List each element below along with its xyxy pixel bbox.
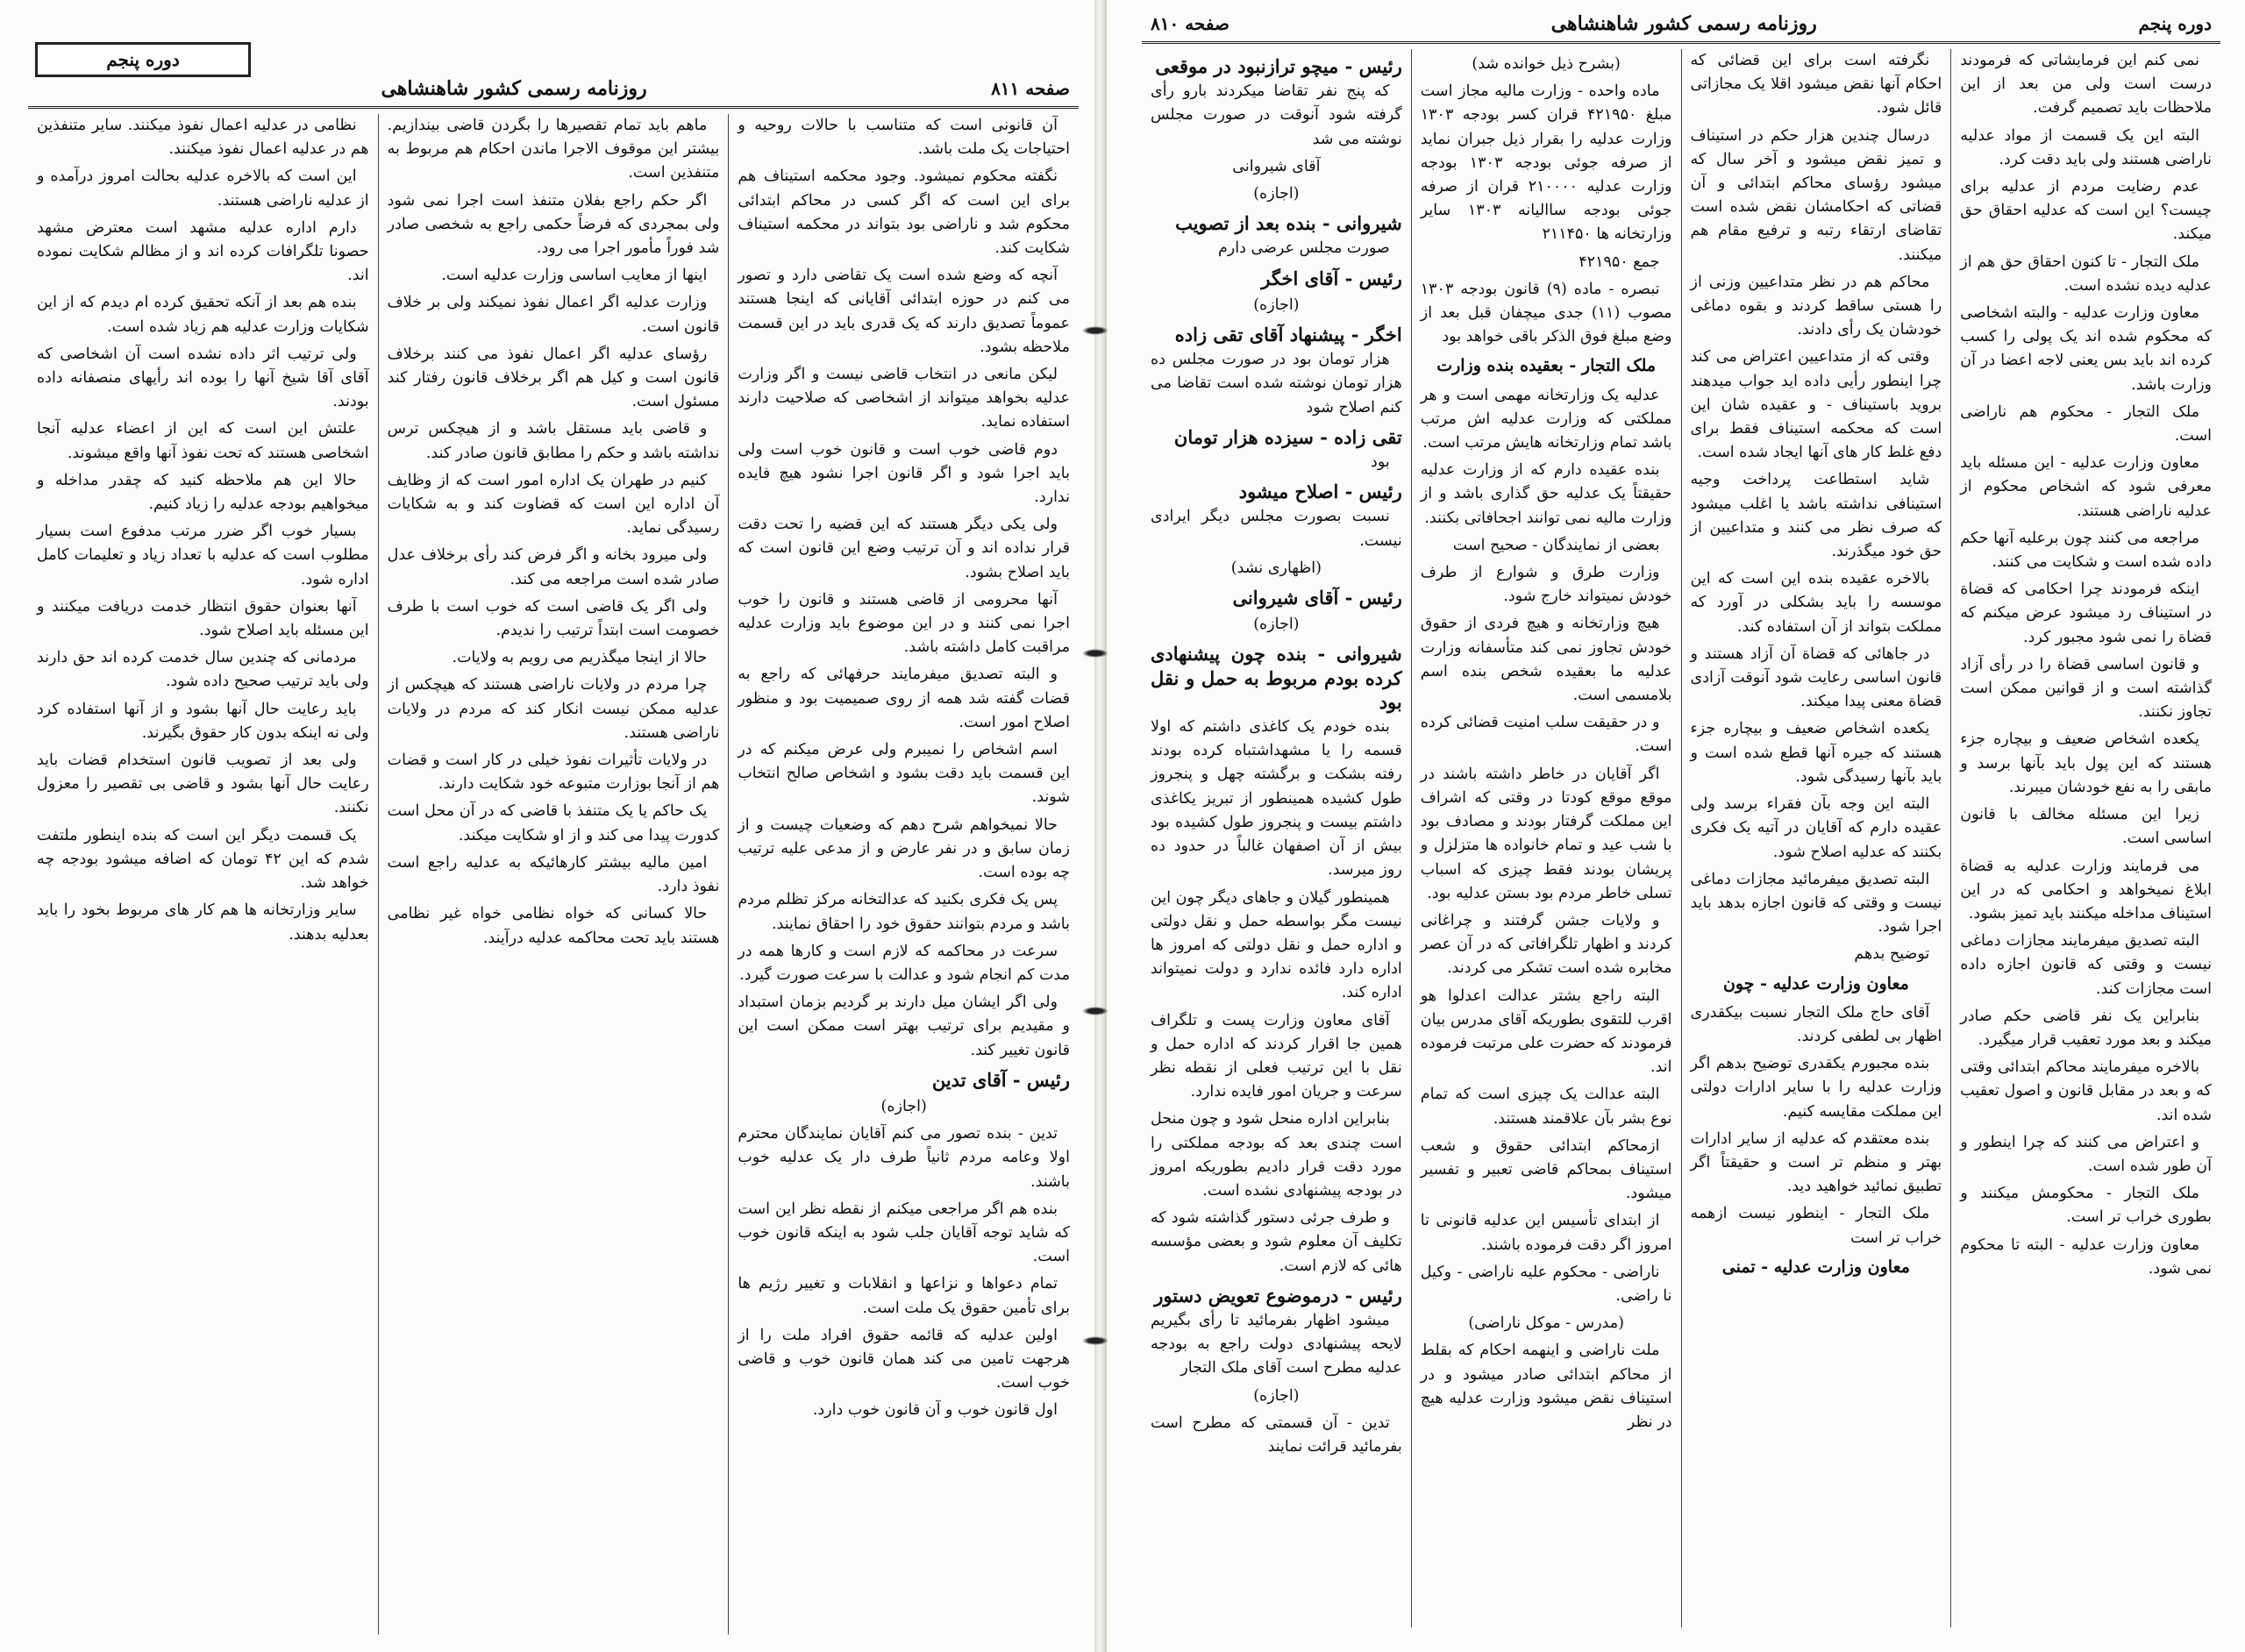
paragraph: نگفته محکوم نمیشود. وجود محکمه استیناف هم برای این است که اگر کسی در محاکم ابتدائی محکوم شد و ناراضی بود بتواند در محکمه استیناف شکایت کند. [738,167,1070,258]
paragraph: میشود اظهار بفرمائید تا رأی بگیریم لایحه پیشنهادی دولت راجع به بودجه عدلیه مطرح است آقای ملک التجار [1151,1311,1402,1378]
left-column-3 [28,114,378,1634]
paragraph: پس یک فکری بکنید که عدالتخانه مرکز تظلم مردم باشد و مردم بتوانند حقوق خود را احقاق نمایند. [738,891,1070,933]
paragraph: حالا نمیخواهم شرح دهم که وضعیات چیست و از زمان سابق و در نفر عارض و از مدعی علیه ترتیب چه بوده است. [738,815,1070,882]
paragraph: بود [1371,453,1390,472]
paragraph: هیچ وزارتخانه و هیچ فردی از حقوق خودش تجاوز نمی کند متأسفانه وزارت عدلیه ما بعقیده شخص بنده اسم بلامسمی است. [1420,615,1672,705]
right-page-header [1142,5,2220,44]
paragraph: بنده معتقدم که عدلیه از سایر ادارات بهتر و منظم تر است و حقیقتاً اگر تطبیق نمائید خواهید دید. [1690,1129,1942,1196]
paragraph: بنابراین اداره منحل شود و چون منحل است چندی بعد که بودجه مملکتی را مورد دقت قرار دادیم بطوریکه امروز در بودجه پیشنهادی نشده است. [1151,1110,1402,1200]
centered-note: آقای شیروانی [1232,157,1321,175]
paragraph: البته راجع بشتر عدالت اعدلوا هو اقرب للتقوی بطوریکه آقای مدرس بیان فرمودند که حضرت علی مرتبت فرموده اند. [1420,986,1672,1077]
paragraph: ناراضی - محکوم علیه ناراضی - وکیل نا راضی. [1420,1263,1672,1305]
paragraph: تمام دعواها و نزاعها و انقلابات و تغییر رژیم ها برای تأمین حقوق یک ملت است. [738,1275,1070,1317]
paragraph: در جاهائی که قضاة آن آزاد هستند و قانون اساسی رعایت شود آنوقت آزادی قضاة معنی پیدا میکند. [1690,644,1942,711]
paragraph: مردمانی که چندین سال خدمت کرده اند حق دارند ولی باید ترتیب صحیح داده شود. [36,649,369,691]
paragraph: چرا مردم در ولایات ناراضی هستند که هیچکس از عدلیه ممکن نیست انکار کند که مردم در ولایات ناراضی هستند. [387,676,720,742]
paragraph: ولی یکی دیگر هستند که این قضیه را تحت دقت قرار نداده اند و آن ترتیب وضع این قانون است که باید اصلاح بشود. [738,516,1070,581]
paragraph: البته این یک قسمت از مواد عدلیه ناراضی هستند ولی باید دقت کرد. [1960,126,2212,168]
paragraph: یکعده اشخاص ضعیف و بیچاره جزء هستند که این پول باید بآنها برسد و مابقی را به نفع خودشان میبرند. [1960,730,2212,796]
right-column-1 [1950,49,2220,1627]
paragraph: اولین عدلیه که قائمه حقوق افراد ملت را از هرجهت تامین می کند همان قانون خوب و قاضی خوب است. [738,1326,1070,1392]
paragraph: بنده هم بعد از آنکه تحقیق کرده ام دیدم که از این شکایات وزارت عدلیه هم زیاد شده است. [36,294,369,336]
paragraph: نمی کنم این فرمایشاتی که فرمودند درست است ولی من بعد از این ملاحظات باید تصمیم گرفت. [1960,52,2212,117]
paragraph: رؤسای عدلیه اگر اعمال نفوذ می کنند برخلاف قانون است و کیل هم اگر برخلاف قانون رفتار کند مسئول است. [387,345,720,411]
paragraph: و طرف جرئی دستور گذاشته شود که تکلیف آن معلوم شود و بعضی مؤسسه هائی که لازم است. [1151,1209,1402,1275]
paragraph: بنده خودم یک کاغذی داشتم که اولا قسمه را یا مشهداشتباه کرده بودند رفته بشکت و برگشته چهل و پنجروز طول کشیده همینطور از تبریز یکاغذی داشتم بیست و پنجروز طول کشیده بود بیش از آن اصفهان غالباً در حدود ده روز میرسد. [1151,718,1402,879]
centered-note: (اجازه) [880,1097,927,1115]
left-page-columns [28,114,1079,1634]
paragraph: آنها بعنوان حقوق انتظار خدمت دریافت میکنند و این مسئله باید اصلاح شود. [36,597,369,640]
paragraph: از ابتدای تأسیس این عدلیه قانونی تا امروز اگر دقت فرموده باشند. [1420,1212,1672,1254]
paragraph: ازمحاکم ابتدائی حقوق و شعب استیناف بمحاکم قاضی تعبیر و تفسیر میشود. [1420,1136,1672,1203]
paragraph: و اعتراض می کنند که چرا اینطور و آن طور شده است. [1960,1133,2212,1175]
paragraph: محاکم هم در نظر متداعیین وزنی از را هستی ساقط کردند و بقوه دماغی خودشان یک رأی دادند. [1690,273,1942,339]
paragraph: امین مالیه بیشتر کارهائیکه به عدلیه راجع است نفوذ دارد. [387,853,720,896]
paragraph: ولی اگر یک قاضی است که خوب است با طرف خصومت است ابتداً ترتیب را ندیدم. [387,597,720,640]
paragraph: مراجعه می کنند چون برعلیه آنها حکم داده شده است و شکایت می کنند. [1960,529,2212,572]
paragraph: ملت ناراضی و اینهمه احکام که بقلط از محاکم ابتدائی صادر میشود و در استیناف نقض میشود وزارت عدلیه هیچ در نظر [1420,1342,1672,1431]
centered-note: (اجازه) [1253,616,1300,634]
paragraph: و ولایات جشن گرفتند و چراغانی کردند و اظهار تلگرافاتی که در آن عصر مخابره شده است تشکر می کردند. [1420,911,1672,978]
right-page-columns [1142,49,2220,1627]
section-heading: ملک التجار - بعقیده بنده وزارت [1436,356,1657,376]
paragraph: اگر حکم راجع بفلان متنفذ است اجرا نمی شود ولی بمجردی که فرضاً حکمی راجع به شخصی صادر شد فوراً مأمور اجرا می رود. [387,191,720,258]
paragraph: یک حاکم یا یک متنفذ با قاضی که در آن محل است کدورت پیدا می کند و از او شکایت میکند. [387,802,720,844]
paragraph: و قانون اساسی قضاة را در رأی آزاد گذاشته است و از قوانین ممکن است تجاوز نکنند. [1960,655,2212,722]
paragraph: حالا از اینجا میگذریم می رویم به ولایات. [452,649,708,667]
paragraph: البته عدالت یک چیزی است که تمام نوع بشر بآن علاقمند هستند. [1420,1086,1672,1128]
speaker-line: رئیس - آقای اخگر [1261,267,1402,289]
paragraph: بسیار خوب اگر ضرر مرتب مدفوع است بسیار مطلوب است که عدلیه با تعداد زیاد و تعلیمات کامل اداره شود. [36,523,369,588]
paragraph: بعضی از نمایندگان - صحیح است [1452,536,1660,554]
paragraph: ولی ترتیب اثر داده نشده است آن اشخاصی که آقای آقا شیخ آنها را بوده اند رأیهای منصفانه داده بودند. [36,345,369,411]
left-column-1 [728,114,1079,1634]
right-page-number: صفحه ۸۱۰ [1151,12,1229,34]
paragraph: هزار تومان بود در صورت مجلس ده هزار تومان نوشته شده است تقاضا می کنم اصلاح شود [1151,351,1402,417]
paragraph: حالا کسانی که خواه نظامی خواه غیر نظامی هستند باید تحت محاکمه عدلیه درآیند. [387,905,720,947]
binding-mark-icon [1082,326,1108,335]
paragraph: و البته تصدیق میفرمایند حرفهائی که راجع به قضات گفته شد همه از روی صمیمیت بود و منظور اصلاح امور است. [738,666,1070,731]
speaker-line: رئیس - آقای شیروانی [1232,587,1402,609]
paragraph: می فرمایند وزارت عدلیه به قضاة ابلاغ نمیخواهد و احکامی که در این استیناف مداخله میکنند باید تمیز بشود. [1960,857,2212,922]
left-edition: دوره پنجم [106,49,180,70]
paragraph: وزارت عدلیه اگر اعمال نفوذ نمیکند ولی بر خلاف قانون است. [387,294,720,336]
paragraph: ولی بعد از تصویب قانون استخدام قضات باید رعایت حال آنها بشود و قاضی بی تقصیر را معزول نکنند. [36,751,369,817]
paragraph: بنابراین یک نفر قاضی حکم صادر میکند و بعد مورد تعقیب قرار میگیرد. [1960,1007,2212,1049]
paragraph: بنده هم اگر مراجعی میکنم از نقطه نظر این است که شاید توجه آقایان جلب شود به اینکه قانون خوب است. [738,1200,1070,1266]
left-column-2 [378,114,729,1634]
paragraph: بالاخره عقیده بنده این است که این موسسه را باید بشکلی در آورد که مملکت بتواند از آن استفاده کند. [1690,570,1942,636]
paragraph: که پنج نفر تقاضا میکردند بارو رأی گرفته شود آنوقت در صورت مجلس نوشته می شد [1151,82,1402,148]
paragraph: اینکه فرمودند چرا احکامی که قضاة در استیناف رد میشود عرض میکنم که قضاة را نمی شود مجبور کرد. [1960,580,2212,646]
left-page-header [28,70,1079,109]
paragraph: درسال چندین هزار حکم در استیناف و تمیز نقض میشود و آخر سال که میشود رؤسای محاکم ابتدائی و آن قضاتی که احکامشان نقض شده است تقاضای ارتقاء رتبه و ترفیع مقام هم میکنند. [1690,126,1942,264]
paragraph: نگرفته است برای این قضائی که احکام آنها نقض میشود اقلا یک مجازاتی قائل شود. [1690,52,1942,117]
centered-note: (بشرح ذیل خوانده شد) [1472,55,1621,73]
paragraph: تبصره - ماده (۹) قانون بودجه ۱۳۰۳ مصوب (۱۱) جدی میچفان قبل بعد از وضع مبلغ فوق الذکر باقی خواهد بود [1420,280,1672,346]
paragraph: بالاخره میفرمایند محاکم ابتدائی وقتی که و بعد در مقابل قانون و اصول تعقیب شده اند. [1960,1058,2212,1124]
centered-note: (اجازه) [1253,185,1300,203]
paragraph: علتش این است که این از اعضاء عدلیه آنجا اشخاصی هستند که تحت نفوذ آنها واقع میشوند. [36,420,369,462]
paragraph: باید رعایت حال آنها بشود و از آنها استفاده کرد ولی نه اینکه بدون کار حقوق بگیرند. [36,700,369,742]
paragraph: ملک التجار - محکومش میکنند و بطوری خراب تر است. [1960,1185,2212,1227]
binding-mark-icon [1082,1336,1108,1345]
speaker-line: تقی زاده - سیزده هزار تومان [1173,425,1402,448]
paragraph: تدین - بنده تصور می کنم آقایان نمایندگان محترم اولا وعامه مردم ثانیاً طرف دار یک عدلیه خوب باشند. [738,1125,1070,1191]
centered-note: (اظهاری نشد) [1230,559,1322,577]
paragraph: معاون وزارت عدلیه - البته تا محکوم نمی شود. [1960,1235,2212,1278]
paragraph: نسبت بصورت مجلس دیگر ایرادی نیست. [1151,508,1402,550]
right-edition: دوره پنجم [2138,12,2212,34]
paragraph: یکعده اشخاص ضعیف و بیچاره جزء هستند که جیره آنها قطع شده است و باید بآنها رسیدگی شود. [1690,720,1942,786]
book-gutter [1094,0,1107,1652]
right-column-2 [1681,49,1951,1627]
paragraph: ملک التجار - تا کنون احقاق حق هم از عدلیه دیده نشده است. [1960,253,2212,295]
paragraph: آقای معاون وزارت پست و تلگراف همین جا اقرار کردند که اداره حمل و نقل با این ترتیب فعلی از نقطه نظر سرعت و جریان امور فایده ندارد. [1151,1011,1402,1101]
paragraph: در ولایات تأثیرات نفوذ خیلی در کار است و قضات هم از آنجا بوزارت متبوعه خود شکایت دارند. [387,751,720,794]
speaker-line: شیروانی - بنده چون پیشنهادی کرده بودم مربوط به حمل و نقل بود [1151,643,1402,713]
paragraph: نظامی در عدلیه اعمال نفوذ میکنند. سایر متنفذین هم در عدلیه اعمال نفوذ میکنند. [36,117,369,159]
right-page [1107,0,2245,1652]
paragraph: این است که بالاخره عدلیه بحالت امروز درآمده و از عدلیه ناراضی هستند. [36,167,369,210]
paragraph: کنیم در طهران یک اداره امور است که از وظایف آن اداره این است که قضاوت کند و به شکایات رسیدگی نماید. [387,471,720,538]
centered-note: (اجازه) [1253,1386,1300,1405]
left-page [0,0,1094,1652]
paragraph: سرعت در محاکمه که لازم است و کارها همه در مدت کم انجام شود و عدالت با سرعت صورت گیرد. [738,942,1070,984]
paragraph: آنها محرومی از قاضی هستند و قانون را خوب اجرا نمی کنند و در این موضوع باید وزارت عدلیه مراقبت کامل داشته باشد. [738,590,1070,657]
paragraph: زیرا این مسئله مخالف با قانون اساسی است. [1960,806,2212,848]
speaker-line: رئیس - آقای تدین [931,1068,1070,1091]
paragraph: اگر آقایان در خاطر داشته باشند در موقع موقع کودتا در وقتی که اشراف این مملکت گرفتار بودند و مصادف بود با شب عید و تمام خانواده ها متزلزل و پریشان بودند فقط چیزی که اسباب تسلی خاطر مردم بود بستن عدلیه بود. [1420,765,1672,902]
paragraph: سایر وزارتخانه ها هم کار های مربوط بخود را باید بعدلیه بدهند. [36,901,369,943]
binding-mark-icon [1082,1007,1108,1015]
paragraph: تدین - آن قسمتی که مطرح است بفرمائید قرائت نمایند [1151,1413,1402,1456]
speaker-line: اخگر - پیشنهاد آقای تقی زاده [1174,324,1402,346]
binding-mark-icon [1082,649,1108,658]
paragraph: عدم رضایت مردم از عدلیه برای چیست؟ این است که عدلیه احقاق حق میکند. [1960,178,2212,244]
speaker-line: رئیس - اصلاح میشود [1238,481,1402,503]
paragraph: ولی اگر ایشان میل دارند بر گردیم بزمان استبداد و مقیدیم برای ترتیب بهتر است ممکن است این قانون تغییر کند. [738,993,1070,1059]
section-heading: معاون وزارت عدلیه - تمنی [1721,1257,1910,1277]
centered-note: (مدرس - موکل ناراضی) [1468,1314,1624,1333]
paragraph: بنده مجبورم یکقدری توضیح بدهم اگر وزارت عدلیه را با سایر ادارات دولتی این مملکت مقایسه کنیم. [1690,1055,1942,1121]
paragraph: معاون وزارت عدلیه - این مسئله باید معرفی شود که اشخاص محکوم از عدلیه ناراضی هستند. [1960,454,2212,520]
left-page-number: صفحه ۸۱۱ [991,77,1070,99]
right-column-4 [1142,49,1411,1627]
paragraph: جمع ۴۲۱۹۵۰ [1579,253,1660,271]
paragraph: دارم اداره عدلیه مشهد است معترض مشهد حصونا تلگرافات کرده اند و از مظالم شکایت نموده اند. [36,218,369,285]
right-newspaper-title: روزنامه رسمی کشور شاهنشاهی [1550,11,1817,35]
paragraph: آن قانونی است که متناسب با حالات روحیه و احتیاجات یک ملت باشد. [738,117,1070,159]
speaker-line: شیروانی - بنده بعد از تصویب [1175,212,1402,235]
paragraph: یک قسمت دیگر این است که بنده اینطور ملتفت شدم که این ۴۲ تومان که اضافه میشود بودجه چه خواهد شد. [36,826,369,893]
paragraph: اول قانون خوب و آن قانون خوب دارد. [812,1401,1058,1420]
paragraph: دوم قاضی خوب است و قانون خوب است ولی باید اجرا شود و اگر قانون اجرا نشود هیچ فایده ندارد. [738,440,1070,507]
paragraph: ماده واحده - وزارت مالیه مجاز است مبلغ ۴۲۱۹۵۰ قران کسر بودجه ۱۳۰۳ وزارت عدلیه را بقرار ذیل جبران نماید از صرفه جوئی بودجه ۱۳۰۳ بودجه وزارت عدلیه ۲۱۰۰۰۰ قران از صرفه جوئی بودجه ساالیانه ۱۳۰۳ سایر وزارتخانه ها ۲۱۱۴۵۰ [1420,82,1672,244]
paragraph: البته این وجه بآن فقراء برسد ولی عقیده دارم که آقایان در آتیه یک فکری بکنند که عدلیه اصلاح شود. [1690,795,1942,861]
paragraph: عدلیه یک وزارتخانه مهمی است و هر مملکتی که وزارت عدلیه اش مرتب باشد تمام وزارتخانه هایش مرتب است. [1420,386,1672,452]
paragraph: و در حقیقت سلب امنیت قضائی کرده است. [1420,714,1672,756]
paragraph: وقتی که از متداعیین اعتراض می کند چرا اینطور رأیی داده اید جواب میدهند بروید باستیناف - و عقیده شان این است که محکمه استیناف فقط برای دفع غلط کار های آنها ایجاد شده است. [1690,348,1942,462]
paragraph: ملک التجار - محکوم هم ناراضی است. [1960,402,2212,445]
paragraph: البته تصدیق میفرمایند مجازات دماغی نیست و وقتی که قانون اجازه داده است مجازات کند. [1960,932,2212,998]
paragraph: توضیح بدهم [1854,945,1930,964]
paragraph: لیکن مانعی در انتخاب قاضی نیست و اگر وزارت عدلیه بخواهد میتواند از اشخاصی که صلاحیت دارند استفاده نماید. [738,366,1070,431]
centered-note: (اجازه) [1253,296,1300,314]
paragraph: و قاضی باید مستقل باشد و از هیچکس ترس نداشته باشد و حکم را مطابق قانون صادر کند. [387,420,720,462]
paragraph: صورت مجلس عرضی دارم [1217,239,1390,258]
paragraph: اینها از معایب اساسی وزارت عدلیه است. [441,267,708,285]
paragraph: حالا این هم ملاحظه کنید که چقدر مداخله و میخواهیم بودجه عدلیه را زیاد کنیم. [36,471,369,514]
paragraph: شاید استطاعت پرداخت وجیه استینافی نداشته باشد یا اغلب میشود که صرف نظر می کنند و متداعیین از حق خود میگذرند. [1690,471,1942,561]
paragraph: ولی میرود بخانه و اگر فرض کند رأی برخلاف عدل صادر شده است مراجعه می کند. [387,546,720,588]
paragraph: آقای حاج ملک التجار نسبت بیکقدری اظهار بی لطفی کردند. [1690,1003,1942,1045]
paragraph: بنده عقیده دارم که از وزارت عدلیه حقیقتاً یک عدلیه حق گذاری باشد و از وزارت مالیه نمی توانند اجحافاتی بکنند. [1420,461,1672,527]
speaker-line: رئیس - درموضوع تعویض دستور [1154,1284,1402,1307]
paragraph: ملک التجار - اینطور نیست ازهمه خراب تر است [1690,1205,1942,1247]
paragraph: آنچه که وضع شده است یک تقاضی دارد و تصور می کنم در حوزه ابتدائی آقایانی که اینجا هستند عموماً تصدیق دارند که یک قدری باید در این قسمت ملاحظه بشود. [738,267,1070,356]
paragraph: وزارت طرق و شوارع از طرف خودش نمیتواند خارج شود. [1420,564,1672,606]
left-newspaper-title: روزنامه رسمی کشور شاهنشاهی [381,76,647,100]
right-column-3 [1411,49,1681,1627]
speaker-line: رئیس - میچو ترازنبود در موقعی [1155,55,1402,77]
paragraph: همینطور گیلان و جاهای دیگر چون این نیست مگر بواسطه حمل و نقل دولتی و اداره حمل و نقل دولتی که امروز ها اداره دارد فائده ندارد و دولت نمیتواند اداره کند. [1151,888,1402,1002]
paragraph: اسم اشخاص را نمیبرم ولی عرض میکنم که در این قسمت باید دقت بشود و اشخاص صالح انتخاب شوند. [738,741,1070,807]
paragraph: البته تصدیق میفرمائید مجازات دماغی نیست و وقتی که قانون اجازه بدهد باید اجرا شود. [1690,870,1942,936]
paragraph: ماهم باید تمام تقصیرها را بگردن قاضی بیندازیم. بیشتر این موقوف الاجرا ماندن احکام هم مربوط به متنفذین است. [387,117,720,182]
paragraph: معاون وزارت عدلیه - والبته اشخاصی که محکوم شده اند یک پولی را کسب کرده اند باید بس یعنی لاجه اعضا در آن وزارت باشد. [1960,304,2212,394]
section-heading: معاون وزارت عدلیه - چون [1722,973,1909,993]
